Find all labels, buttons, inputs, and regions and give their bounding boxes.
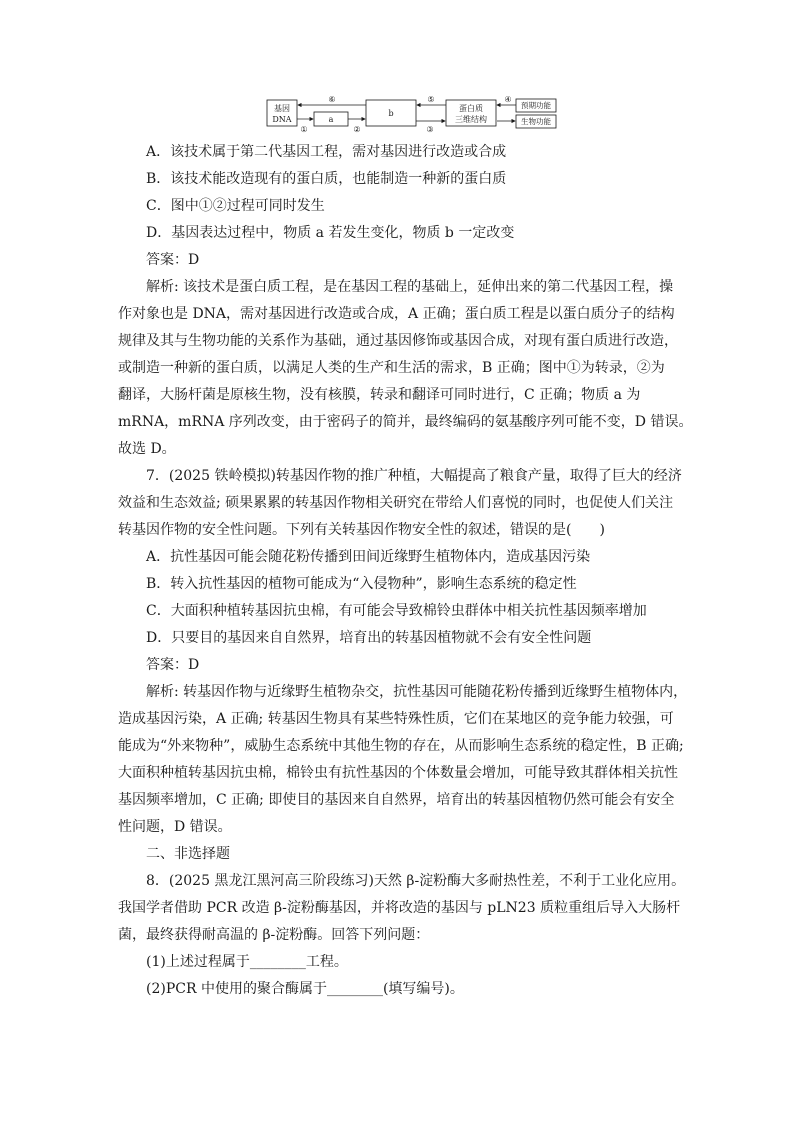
sub-question-1: (1)上述过程属于________工程。 bbox=[146, 954, 348, 970]
b-label: b bbox=[388, 109, 394, 118]
analysis-line: 能成为“外来物种”，威胁生态系统中其他生物的存在，从而影响生态系统的稳定性，B 正确; bbox=[118, 738, 684, 754]
dna-label: DNA bbox=[272, 115, 292, 124]
protein-engineering-diagram bbox=[266, 94, 558, 134]
gene-label: 基因 bbox=[274, 104, 290, 113]
structure-label: 三维结构 bbox=[455, 115, 487, 124]
option-b: B．转入抗性基因的植物可能成为“入侵物种”，影响生态系统的稳定性 bbox=[146, 576, 577, 592]
sub-question-2: (2)PCR 中使用的聚合酶属于________(填写编号)。 bbox=[146, 981, 464, 997]
section-heading: 二、非选择题 bbox=[146, 846, 230, 862]
analysis-line: 作对象也是 DNA，需对基因进行改造或合成，A 正确；蛋白质工程是以蛋白质分子的结构 bbox=[118, 306, 675, 322]
protein-label: 蛋白质 bbox=[459, 104, 483, 113]
answer: 答案：D bbox=[146, 252, 200, 268]
num-1: ① bbox=[300, 125, 308, 134]
analysis-line: 或制造一种新的蛋白质，以满足人类的生产和生活的需求，B 正确；图中①为转录，②为 bbox=[118, 360, 665, 376]
question-7: 7．(2025 铁岭模拟)转基因作物的推广种植，大幅提高了粮食产量，取得了巨大的经济 bbox=[146, 468, 682, 484]
num-5: ⑤ bbox=[427, 95, 435, 104]
question-line: 效益和生态效益; 硕果累累的转基因作物相关研究在带给人们喜悦的同时，也促使人们关注 bbox=[118, 495, 674, 511]
analysis-line: 解析: 转基因作物与近缘野生植物杂交，抗性基因可能随花粉传播到近缘野生植物体内， bbox=[146, 684, 688, 700]
option-a: A．该技术属于第二代基因工程，需对基因进行改造或合成 bbox=[146, 144, 507, 160]
option-c: C．大面积种植转基因抗虫棉，有可能会导致棉铃虫群体中相关抗性基因频率增加 bbox=[146, 603, 647, 619]
analysis-line: 造成基因污染，A 正确; 转基因生物具有某些特殊性质，它们在某地区的竞争能力较强，可 bbox=[118, 711, 674, 727]
analysis-line: 性问题，D 错误。 bbox=[118, 819, 232, 835]
option-d: D．基因表达过程中，物质 a 若发生变化，物质 b 一定改变 bbox=[146, 225, 515, 241]
bio-function-label: 生物功能 bbox=[521, 117, 551, 126]
option-b: B．该技术能改造现有的蛋白质，也能制造一种新的蛋白质 bbox=[146, 171, 507, 187]
question-line: 转基因作物的安全性问题。下列有关转基因作物安全性的叙述，错误的是( ) bbox=[118, 522, 605, 538]
question-8: 8．(2025 黑龙江黑河高三阶段练习)天然 β-淀粉酶大多耐热性差，不利于工业化应用。 bbox=[146, 873, 686, 889]
analysis-line: 翻译，大肠杆菌是原核生物，没有核膜，转录和翻译可同时进行，C 正确；物质 a 为 bbox=[118, 387, 641, 403]
analysis-line: mRNA，mRNA 序列改变，由于密码子的简并，最终编码的氨基酸序列可能不变，D 错误。 bbox=[118, 414, 693, 430]
num-4: ④ bbox=[504, 95, 512, 104]
num-6: ⑥ bbox=[328, 95, 336, 104]
a-label: a bbox=[328, 115, 334, 124]
option-a: A．抗性基因可能会随花粉传播到田间近缘野生植物体内，造成基因污染 bbox=[146, 549, 591, 565]
expected-function-label: 预期功能 bbox=[521, 101, 551, 110]
question-line: 菌，最终获得耐高温的 β-淀粉酶。回答下列问题： bbox=[118, 927, 430, 943]
analysis-line: 规律及其与生物功能的关系作为基础，通过基因修饰或基因合成，对现有蛋白质进行改造， bbox=[118, 333, 678, 349]
num-3: ③ bbox=[426, 125, 434, 134]
analysis-line: 解析: 该技术是蛋白质工程，是在基因工程的基础上，延伸出来的第二代基因工程，操 bbox=[146, 279, 674, 295]
question-line: 我国学者借助 PCR 改造 β-淀粉酶基因，并将改造的基因与 pLN23 质粒重组后导入大肠杆 bbox=[118, 900, 681, 916]
answer: 答案：D bbox=[146, 657, 200, 673]
analysis-line: 故选 D。 bbox=[118, 441, 176, 457]
document-body bbox=[118, 139, 693, 1003]
option-c: C．图中①②过程可同时发生 bbox=[146, 198, 325, 214]
num-2: ② bbox=[353, 125, 361, 134]
analysis-line: 基因频率增加，C 正确; 即使目的基因来自自然界，培育出的转基因植物仍然可能会有安全 bbox=[118, 792, 675, 808]
option-d: D．只要目的基因来自自然界，培育出的转基因植物就不会有安全性问题 bbox=[146, 630, 592, 646]
analysis-line: 大面积种植转基因抗虫棉，棉铃虫有抗性基因的个体数量会增加，可能导致其群体相关抗性 bbox=[118, 765, 678, 781]
